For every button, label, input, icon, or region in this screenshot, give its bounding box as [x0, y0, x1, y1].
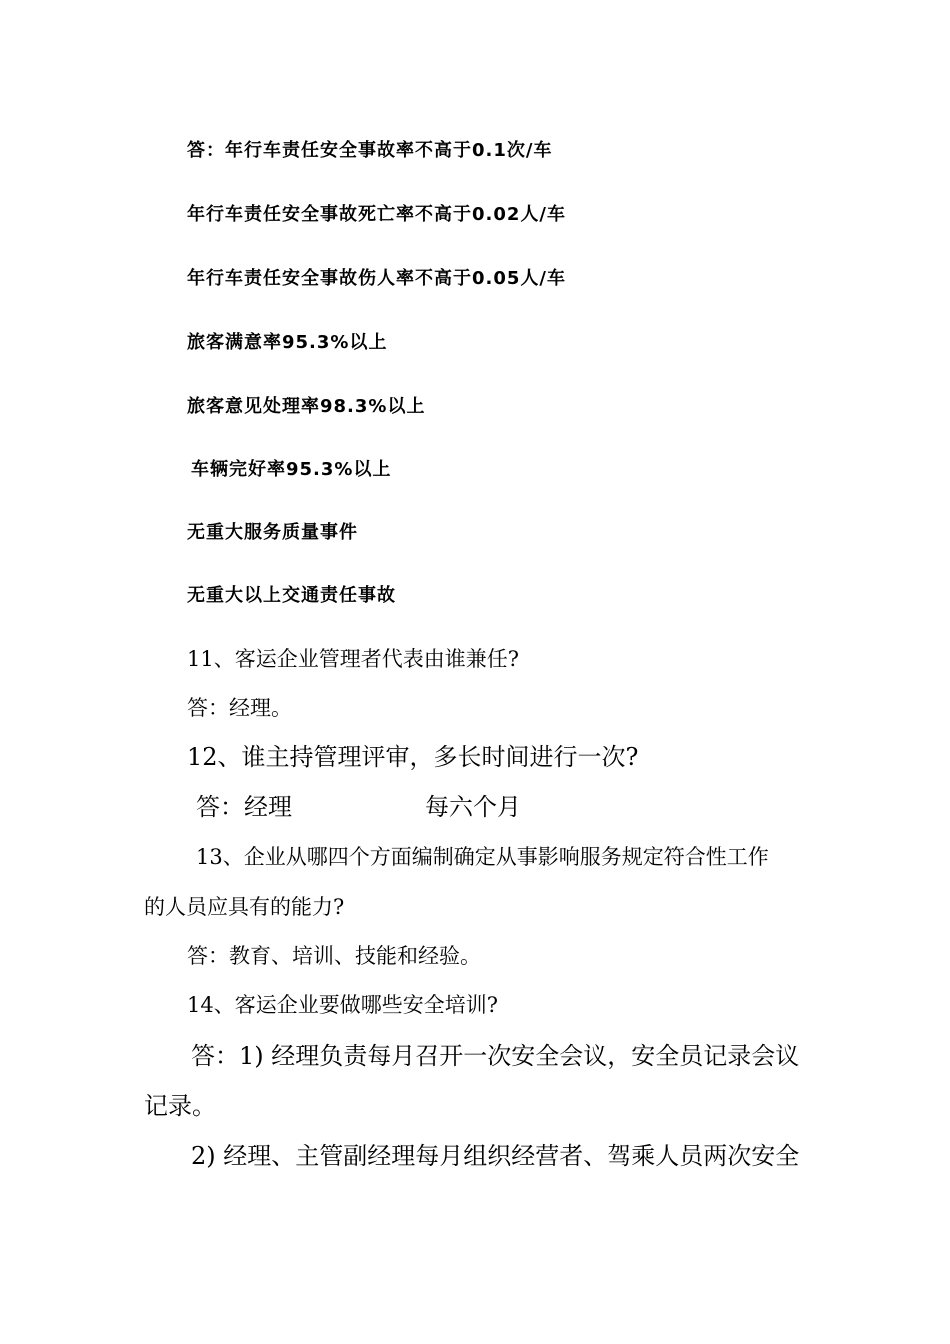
answer-10-line-4: 旅客满意率95.3%以上 [187, 332, 388, 353]
answer-14-item-1-cont: 记录。 [144, 1092, 216, 1120]
answer-14-item-1: 答：1) 经理负责每月召开一次安全会议，安全员记录会议 [191, 1042, 800, 1070]
answer-10-line-3: 年行车责任安全事故伤人率不高于0.05人/车 [187, 268, 566, 289]
answer-10-line-7: 无重大服务质量事件 [187, 522, 358, 543]
answer-10-line-5: 旅客意见处理率98.3%以上 [187, 396, 426, 417]
answer-10-line-1: 答：年行车责任安全事故率不高于0.1次/车 [187, 140, 553, 161]
answer-11: 答：经理。 [187, 696, 292, 720]
question-12: 12、谁主持管理评审，多长时间进行一次? [187, 743, 639, 771]
answer-13: 答：教育、培训、技能和经验。 [187, 944, 481, 968]
answer-12-frequency: 每六个月 [425, 793, 521, 821]
answer-14-item-2: 2) 经理、主管副经理每月组织经营者、驾乘人员两次安全 [191, 1142, 800, 1170]
answer-10-line-6: 车辆完好率95.3%以上 [191, 459, 392, 480]
question-11: 11、客运企业管理者代表由谁兼任? [187, 647, 519, 671]
question-13-line-1: 13、企业从哪四个方面编制确定从事影响服务规定符合性工作 [196, 845, 769, 869]
question-13-line-2: 的人员应具有的能力? [144, 895, 345, 919]
answer-10-line-8: 无重大以上交通责任事故 [187, 585, 396, 606]
answer-10-line-2: 年行车责任安全事故死亡率不高于0.02人/车 [187, 204, 566, 225]
answer-12-who: 答：经理 [196, 793, 292, 821]
question-14: 14、客运企业要做哪些安全培训? [187, 993, 498, 1017]
